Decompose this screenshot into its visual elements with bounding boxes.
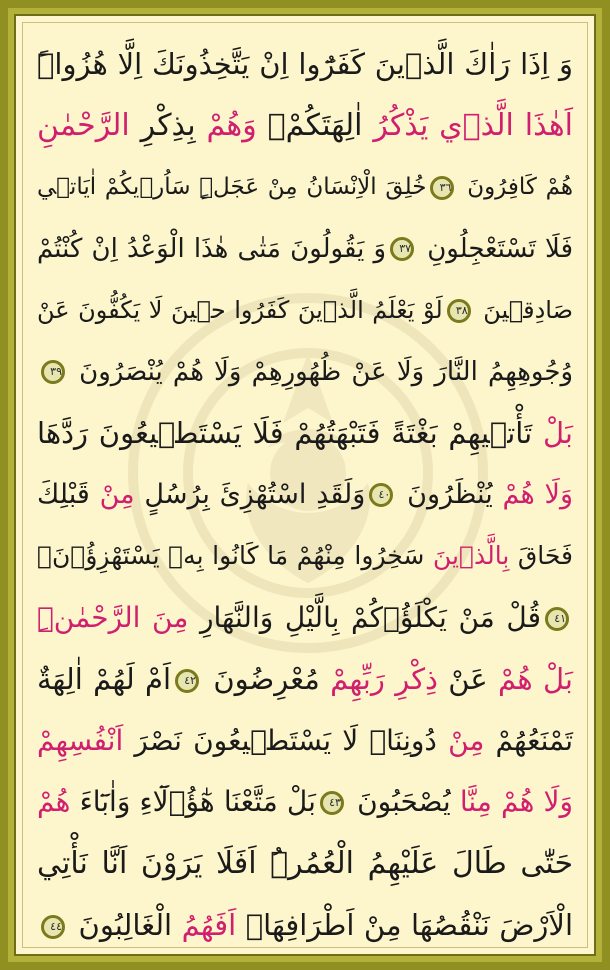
text-line: [37, 466, 573, 524]
verse-text: قَبْلِكَ: [37, 478, 90, 510]
text-line: [37, 835, 573, 893]
verse-text: يُنْظَرُونَ: [407, 478, 493, 510]
verse-text: اٰلِهَتَكُمْۚ: [267, 107, 363, 143]
highlighted-word: الرَّحْمٰنِ: [37, 107, 130, 143]
text-line: [37, 404, 573, 462]
text-line: [37, 712, 573, 770]
ayah-number-marker: ٣٩: [41, 360, 65, 384]
verse-text: الْاَرْضَ نَنْقُصُهَا مِنْ اَطْرَافِهَاۜ: [245, 908, 574, 942]
highlighted-word: مِنْ: [99, 478, 135, 510]
ayah-number-marker: ٣٨: [447, 299, 471, 323]
text-line: [37, 650, 573, 708]
text-lines: [23, 23, 587, 947]
ayah-number-marker: ٤٣: [320, 791, 344, 815]
verse-text: فَلَا تَسْتَعْجِلُونِ: [427, 233, 573, 264]
verse-text: لَوْ يَعْلَمُ الَّذ۪ينَ كَفَرُوا ح۪ينَ لَا يَكُفُّونَ عَنْ: [37, 296, 443, 324]
highlighted-word: بِالَّذ۪ينَ: [432, 541, 510, 570]
highlighted-word: وَلَا هُمْ مِنَّا: [459, 785, 574, 818]
highlighted-word: اَفَهُمُ: [181, 908, 237, 942]
text-line: [37, 281, 573, 339]
verse-text: وَ اِذَا رَاٰكَ الَّذ۪ينَ كَفَرُٓوا اِنْ يَتَّخِذُونَكَ اِلَّا هُزُواًۜ: [37, 47, 573, 81]
verse-text: يُصْحَبُونَ: [357, 785, 451, 818]
highlighted-word: بَلْ هُمْ: [498, 662, 573, 696]
verse-text: وَ يَقُولُونَ مَتٰى هٰذَا الْوَعْدُ اِنْ كُنْتُمْ: [37, 233, 387, 264]
verse-text: حَتّٰى طَالَ عَلَيْهِمُ الْعُمُرُۜ اَفَلَا يَرَوْنَ اَنَّا نَأْتِي: [37, 845, 573, 881]
verse-text: بَلْ مَتَّعْنَا هٰٓؤُ۬لَٓاءِ وَاٰبَٓاءَ: [79, 785, 316, 818]
verse-text: سَخِرُوا مِنْهُمْ مَا كَانُوا بِه۪ يَسْتَهْزِؤُ۫نَࣖ: [37, 541, 425, 570]
text-line: [37, 896, 573, 948]
highlighted-word: ذِكْرِ رَبِّهِمْ: [330, 662, 438, 696]
verse-text: وُجُوهِهِمُ النَّارَ وَلَا عَنْ ظُهُورِهِمْ وَلَا هُمْ يُنْصَرُونَ: [79, 356, 573, 387]
highlighted-word: اَنْفُسِهِمْ: [37, 723, 124, 757]
text-line: [37, 97, 573, 155]
text-line: [37, 773, 573, 831]
verse-text: الْغَالِبُونَ: [78, 908, 173, 942]
verse-text: تَأْت۪يهِمْ بَغْتَةً فَتَبْهَتُهُمْ فَلَا يَسْتَط۪يعُونَ رَدَّهَا: [37, 416, 533, 450]
verse-text: خُلِقَ الْاِنْسَانُ مِنْ عَجَلٍۜ سَاُر۪يكُمْ اٰيَات۪ي: [37, 174, 427, 200]
text-line: [37, 589, 573, 647]
verse-text: دُونِنَاۜ لَا يَسْتَط۪يعُونَ نَصْرَ: [134, 723, 437, 757]
ayah-number-marker: ٣٦: [430, 176, 454, 200]
verse-text: قُلْ مَنْ يَكْلَؤُ۬كُمْ بِالَّيْلِ وَالنَّهَارِ: [200, 600, 542, 634]
verse-text: اَمْ لَهُمْ اٰلِهَةٌ: [37, 662, 172, 696]
highlighted-word: هُمْ: [37, 785, 71, 818]
verse-text: بِذِكْرِ: [140, 107, 196, 143]
text-line: [37, 343, 573, 401]
ayah-number-marker: ٤٢: [175, 669, 199, 693]
text-line: [37, 527, 573, 585]
ayah-number-marker: ٤٤: [41, 915, 65, 939]
text-line: [37, 35, 573, 93]
verse-text: فَحَاقَ: [517, 541, 574, 570]
verse-text: وَلَقَدِ اسْتُهْزِئَ بِرُسُلٍ: [144, 478, 366, 510]
text-line: [37, 220, 573, 278]
mushaf-page: [22, 22, 588, 948]
text-line: [37, 158, 573, 216]
ayah-number-marker: ٤١: [545, 607, 569, 631]
highlighted-word: وَلَا هُمْ: [502, 478, 573, 510]
ayah-number-marker: ٤٠: [369, 483, 393, 507]
verse-text: هُمْ كَافِرُونَ: [467, 174, 574, 200]
highlighted-word: مِنْ: [448, 723, 485, 757]
highlighted-word: وَهُمْ: [206, 107, 257, 143]
highlighted-word: مِنَ الرَّحْمٰنِۜ: [37, 600, 189, 634]
highlighted-word: اَهٰذَا الَّذ۪ي يَذْكُرُ: [373, 107, 573, 143]
verse-text: تَمْنَعُهُمْ: [495, 723, 574, 757]
verse-text: مُعْرِضُونَ: [213, 662, 320, 696]
ayah-number-marker: ٣٧: [390, 237, 414, 261]
verse-text: صَادِق۪ينَ: [483, 296, 573, 324]
verse-text: عَنْ: [448, 662, 488, 696]
highlighted-word: بَلْ: [542, 416, 574, 450]
